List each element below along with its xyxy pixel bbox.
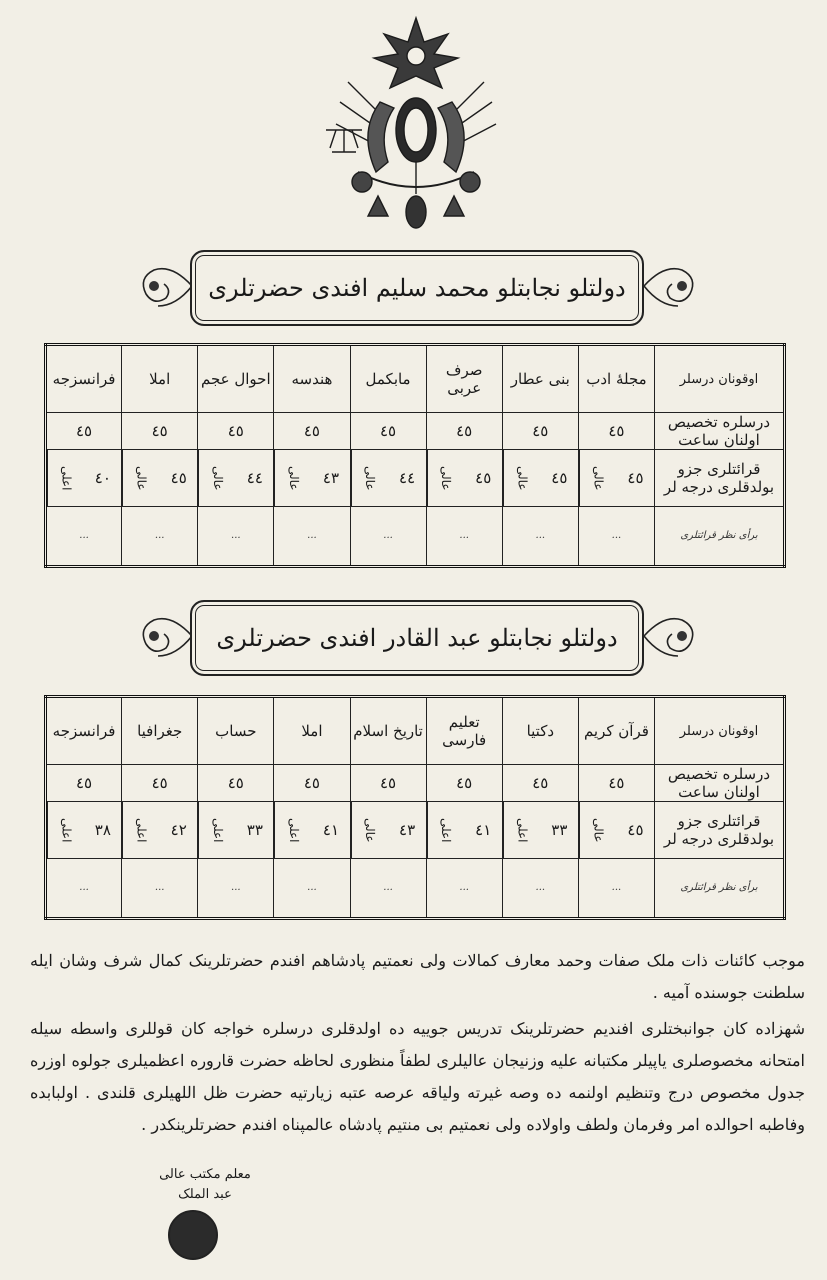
student1-score-cell xyxy=(198,450,274,507)
student1-score-note: عالی xyxy=(122,450,160,506)
student1-score: ٤٥ xyxy=(551,469,568,487)
student1-score-note: عالی xyxy=(198,450,236,506)
student1-score-note: اعلی xyxy=(47,450,85,506)
student2-score: ٤١ xyxy=(322,821,340,839)
student2-hour: ٤٥ xyxy=(274,765,350,802)
student2-score-cell xyxy=(502,802,578,859)
student2-hours-label: درسلره تخصیص اولنان ساعت xyxy=(655,765,785,802)
student1-remark: ... xyxy=(350,507,426,567)
student1-hour: ٤٥ xyxy=(426,413,502,450)
student1-score: ٤٤ xyxy=(246,469,263,487)
student1-subject: صرف عربی xyxy=(426,345,502,413)
student2-remark: ... xyxy=(578,859,654,919)
student2-remarks-label: برأی نظر قرائتلری xyxy=(655,859,785,919)
student1-score-note: عالی xyxy=(579,450,617,506)
student2-hour: ٤٥ xyxy=(46,765,122,802)
student1-hour: ٤٥ xyxy=(502,413,578,450)
student2-subject: تعلیم فارسی xyxy=(426,697,502,765)
student1-hour: ٤٥ xyxy=(578,413,654,450)
student2-score: ٣٣ xyxy=(551,821,568,839)
student1-hours-row xyxy=(46,413,785,450)
student1-score: ٤٤ xyxy=(399,469,416,487)
student2-score: ٣٣ xyxy=(246,821,263,839)
ornament-right-1 xyxy=(642,256,704,316)
student2-score-cell xyxy=(46,802,122,859)
student1-score-cell xyxy=(274,450,350,507)
student2-score-note: عالی xyxy=(351,802,389,858)
student2-subject: تاریخ اسلام xyxy=(350,697,426,765)
student2-hour: ٤٥ xyxy=(122,765,198,802)
student1-subject: فرانسزجه xyxy=(46,345,122,413)
student1-hour: ٤٥ xyxy=(274,413,350,450)
student1-remark: ... xyxy=(274,507,350,567)
student2-remarks-row xyxy=(46,859,785,919)
student1-score-note: عالی xyxy=(503,450,541,506)
student1-remark: ... xyxy=(426,507,502,567)
student2-remark: ... xyxy=(426,859,502,919)
student2-subject: دکتیا xyxy=(502,697,578,765)
student2-hour: ٤٥ xyxy=(426,765,502,802)
student2-header-label: اوقونان درسلر xyxy=(655,697,785,765)
student2-hour: ٤٥ xyxy=(198,765,274,802)
student1-remarks-row xyxy=(46,507,785,567)
student1-score-cell xyxy=(426,450,502,507)
student2-scores-label: قرائتلری جزو بولدقلری درجه لر xyxy=(655,802,785,859)
student2-score-note: اعلی xyxy=(503,802,541,858)
student2-title-cartouche xyxy=(190,600,644,676)
student2-scores-row xyxy=(46,802,785,859)
student1-score-cell xyxy=(350,450,426,507)
student2-remark: ... xyxy=(198,859,274,919)
student2-score-note: اعلی xyxy=(198,802,236,858)
student1-header-label: اوقونان درسلر xyxy=(655,345,785,413)
student1-score-note: عالی xyxy=(427,450,465,506)
student2-hour: ٤٥ xyxy=(578,765,654,802)
student1-title-cartouche xyxy=(190,250,644,326)
student1-grade-table xyxy=(44,343,786,568)
student1-hour: ٤٥ xyxy=(350,413,426,450)
student1-score-note: عالی xyxy=(274,450,312,506)
coat-of-arms-emblem xyxy=(318,12,514,240)
student2-subjects-row xyxy=(46,697,785,765)
student2-hour: ٤٥ xyxy=(502,765,578,802)
student2-subject: املا xyxy=(274,697,350,765)
student2-score-note: اعلی xyxy=(427,802,465,858)
student2-score-cell xyxy=(578,802,654,859)
ornament-left-2 xyxy=(132,606,194,666)
student1-score-cell xyxy=(502,450,578,507)
student2-score-note: عالی xyxy=(579,802,617,858)
student2-score-note: اعلی xyxy=(47,802,85,858)
student2-remark: ... xyxy=(274,859,350,919)
student2-title: دولتلو نجابتلو عبد القادر افندی حضرتلری xyxy=(216,624,618,652)
ornament-right-2 xyxy=(642,606,704,666)
student1-subject: بنی عطار xyxy=(502,345,578,413)
student1-remark: ... xyxy=(46,507,122,567)
student1-subject: مابکمل xyxy=(350,345,426,413)
student1-hour: ٤٥ xyxy=(46,413,122,450)
seal-stamp xyxy=(168,1210,218,1260)
student2-score: ٤١ xyxy=(475,821,492,839)
student1-hour: ٤٥ xyxy=(198,413,274,450)
student2-score-cell xyxy=(350,802,426,859)
student2-score: ٤٥ xyxy=(627,821,644,839)
student2-subject: حساب xyxy=(198,697,274,765)
student2-score: ٤٣ xyxy=(399,821,416,839)
student1-score: ٤٥ xyxy=(170,469,187,487)
student1-subject: هندسه xyxy=(274,345,350,413)
student1-score: ٤٥ xyxy=(627,469,644,487)
student1-scores-label: قرائتلری جزو بولدقلری درجه لر xyxy=(655,450,785,507)
body-paragraph-2: شهزاده کان جوانبختلری افندیم حضرتلرینک تدریس جوییه ده اولدقلری درسلره خواجه کان قوللری واسطه سیله امتحانه مخصوصلری یاپیلر مکتبانه علیه وزنیجان عالیلری لطفاً منظوری لحاظه حضرت قاروره اعظمیلری جولوه اوزره جدول مخصوص درج وتنظیم اولنمه ده وصه غیرته ولیاقه عرصه عتبه زیارتیه حضرت ظل اللهیلری قلندی . اولبابده وفاطبه احوالده امر وفرمان ولطف واولاده ولی نعمتیم بی منتیم پادشاه عالمپناه افندم حضرتلرینکدر . xyxy=(30,1019,805,1134)
student2-score-cell xyxy=(122,802,198,859)
student1-score-cell xyxy=(122,450,198,507)
ornament-left-1 xyxy=(132,256,194,316)
student1-score-cell xyxy=(46,450,122,507)
student2-score-cell xyxy=(274,802,350,859)
student1-score: ٤٣ xyxy=(322,469,340,487)
student1-score-cell xyxy=(578,450,654,507)
student1-hour: ٤٥ xyxy=(122,413,198,450)
student2-hour: ٤٥ xyxy=(350,765,426,802)
student1-score-note: عالی xyxy=(351,450,389,506)
student1-scores-row xyxy=(46,450,785,507)
student1-title: دولتلو نجابتلو محمد سلیم افندی حضرتلری xyxy=(208,274,626,302)
signature: معلم مکتب عالی عبد الملک xyxy=(159,1167,251,1202)
student2-remark: ... xyxy=(122,859,198,919)
student1-remark: ... xyxy=(198,507,274,567)
student1-score: ٤٥ xyxy=(475,469,492,487)
student1-hours-label: درسلره تخصیص اولنان ساعت xyxy=(655,413,785,450)
student2-remark: ... xyxy=(502,859,578,919)
student2-subject: جغرافیا xyxy=(122,697,198,765)
student2-score-note: اعلی xyxy=(122,802,160,858)
student2-score-cell xyxy=(426,802,502,859)
student2-grade-table xyxy=(44,695,786,920)
student1-remark: ... xyxy=(578,507,654,567)
student2-hours-row xyxy=(46,765,785,802)
student1-subject: املا xyxy=(122,345,198,413)
student1-score: ٤٠ xyxy=(94,469,111,487)
student2-subject: قرآن کریم xyxy=(578,697,654,765)
student2-subject: فرانسزجه xyxy=(46,697,122,765)
student1-subject: مجلهٔ ادب xyxy=(578,345,654,413)
student1-subjects-row xyxy=(46,345,785,413)
student2-remark: ... xyxy=(350,859,426,919)
student1-subject: احوال عجم xyxy=(198,345,274,413)
student2-score-note: اعلی xyxy=(274,802,312,858)
student1-remark: ... xyxy=(502,507,578,567)
student2-score-cell xyxy=(198,802,274,859)
body-paragraph-1: موجب کائنات ذات ملک صفات وحمد معارف کمالات ولی نعمتیم پادشاهم افندم حضرتلرینک کمال شرف وشان ایله سلطنت جوسنده آمیه . xyxy=(30,951,805,1002)
student1-remarks-label: برأی نظر قرائتلری xyxy=(655,507,785,567)
student1-remark: ... xyxy=(122,507,198,567)
student2-remark: ... xyxy=(46,859,122,919)
student2-score: ٤٢ xyxy=(170,821,187,839)
student2-score: ٣٨ xyxy=(94,821,111,839)
